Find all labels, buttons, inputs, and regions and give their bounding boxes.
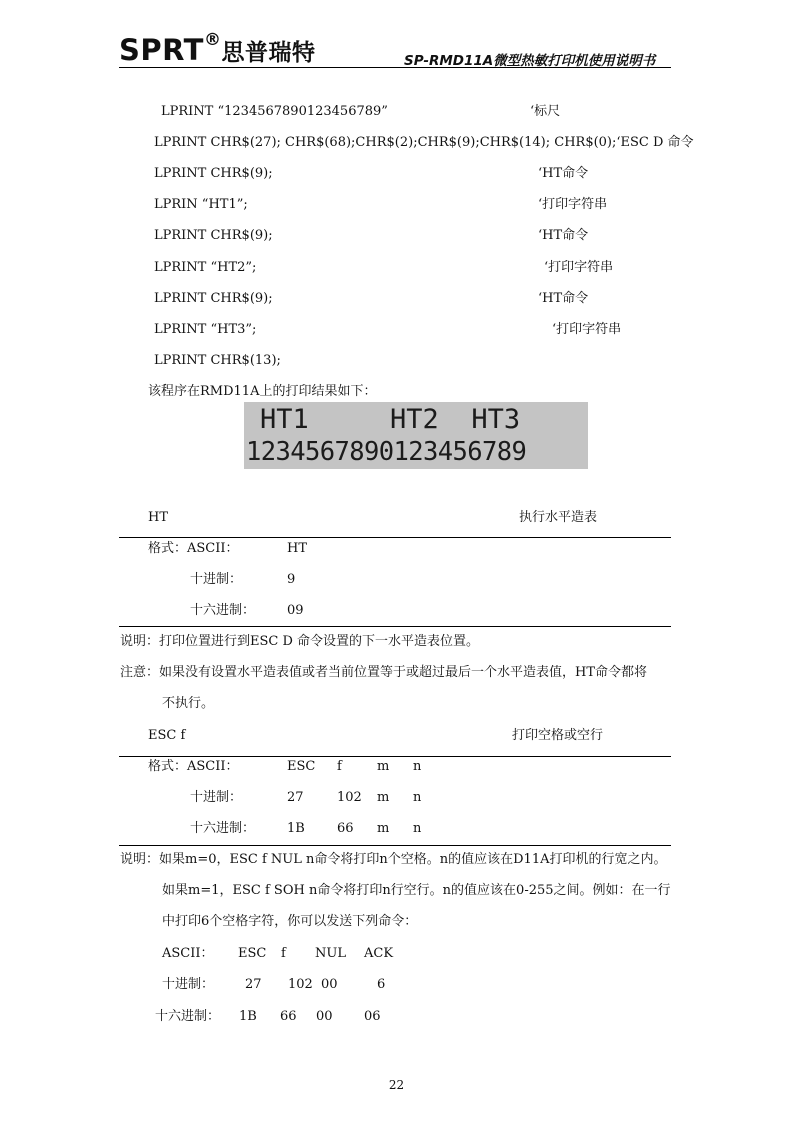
code-line-5: LPRINT CHR$(9);: [154, 228, 273, 243]
ht-hex-label: 十六进制：: [190, 603, 256, 618]
header-divider: [119, 67, 671, 68]
esc-f-hex-4: n: [413, 821, 422, 836]
code-comment-3: ‘HT命令: [538, 166, 589, 181]
code-line-9: LPRINT CHR$(13);: [154, 353, 281, 368]
code-line-8: LPRINT “HT3”;: [154, 322, 257, 337]
result-caption: 该程序在RMD11A上的打印结果如下：: [148, 384, 377, 399]
esc-f-ascii-1: ESC: [287, 759, 316, 774]
example-decimal-3: 00: [321, 977, 338, 992]
example-hex-1: 1B: [239, 1009, 257, 1024]
esc-f-format-label: 格式：ASCII：: [148, 759, 239, 774]
code-comment-8: ‘打印字符串: [552, 322, 622, 337]
example-ascii-2: f: [281, 946, 286, 961]
code-line-3: LPRINT CHR$(9);: [154, 166, 273, 181]
esc-f-desc-line-3: 中打印6个空格字符，你可以发送下列命令：: [162, 914, 418, 929]
code-comment-6: ‘打印字符串: [544, 260, 614, 275]
esc-f-command-name: ESC f: [148, 728, 186, 743]
esc-f-top-rule: [119, 756, 671, 757]
example-hex-3: 00: [316, 1009, 333, 1024]
ht-format-label: 格式：ASCII：: [148, 541, 239, 556]
esc-f-hex-label: 十六进制：: [190, 821, 256, 836]
esc-f-hex-1: 1B: [287, 821, 305, 836]
ht-decimal-label: 十进制：: [190, 572, 243, 587]
example-decimal-label: 十进制：: [162, 977, 215, 992]
code-line-7: LPRINT CHR$(9);: [154, 291, 273, 306]
esc-f-ascii-3: m: [377, 759, 390, 774]
ht-ascii-value: HT: [287, 541, 308, 556]
registered-mark: ®: [203, 30, 222, 51]
esc-f-hex-3: m: [377, 821, 390, 836]
code-comment-5: ‘HT命令: [538, 228, 589, 243]
ht-command-title: 执行水平造表: [519, 510, 598, 525]
esc-f-decimal-3: m: [377, 790, 390, 805]
code-line-4: LPRIN “HT1”;: [154, 197, 248, 212]
ht-hex-value: 09: [287, 603, 304, 618]
example-ascii-3: NUL: [315, 946, 346, 961]
example-decimal-4: 6: [377, 977, 386, 992]
example-decimal-1: 27: [245, 977, 262, 992]
example-ascii-label: ASCII：: [162, 946, 214, 961]
example-hex-4: 06: [364, 1009, 381, 1024]
ht-note-line-2: 不执行。: [162, 696, 215, 711]
ht-description: 说明：打印位置进行到ESC D 命令设置的下一水平造表位置。: [120, 634, 480, 649]
esc-f-desc-line-1: 说明：如果m=0，ESC f NUL n命令将打印n个空格。n的值应该在D11A打印机的行宽之内。: [120, 852, 667, 867]
code-comment-4: ‘打印字符串: [538, 197, 608, 212]
document-title: SP-RMD11A微型热敏打印机使用说明书: [404, 53, 656, 69]
example-hex-2: 66: [280, 1009, 297, 1024]
esc-f-hex-2: 66: [337, 821, 354, 836]
esc-f-decimal-2: 102: [337, 790, 362, 805]
page-number: 22: [388, 1078, 405, 1092]
example-hex-label: 十六进制：: [155, 1009, 221, 1024]
example-decimal-2: 102: [288, 977, 313, 992]
printout-row-2: 1234567890123456789: [246, 437, 527, 467]
code-line-2: LPRINT CHR$(27); CHR$(68);CHR$(2);CHR$(9);CHR$(14); CHR$(0);‘ESC D 命令: [154, 135, 694, 150]
code-line-1: LPRINT “1234567890123456789”: [161, 104, 388, 119]
example-ascii-1: ESC: [238, 946, 267, 961]
ht-command-name: HT: [148, 510, 169, 525]
ht-bottom-rule: [119, 626, 671, 627]
esc-f-command-title: 打印空格或空行: [512, 728, 604, 743]
brand-chinese-name: 思普瑞特: [221, 40, 316, 66]
esc-f-desc-line-2: 如果m=1，ESC f SOH n命令将打印n行空行。n的值应该在0-255之间。例如：在一行: [162, 883, 671, 898]
brand-logo: [119, 30, 316, 67]
code-comment-7: ‘HT命令: [538, 291, 589, 306]
brand-name: SPRT: [119, 33, 204, 67]
code-line-6: LPRINT “HT2”;: [154, 260, 257, 275]
esc-f-ascii-4: n: [413, 759, 422, 774]
ht-top-rule: [119, 537, 671, 538]
esc-f-ascii-2: f: [337, 759, 342, 774]
ht-decimal-value: 9: [287, 572, 296, 587]
esc-f-decimal-1: 27: [287, 790, 304, 805]
example-ascii-4: ACK: [364, 946, 394, 961]
printout-sample-image: [244, 402, 588, 469]
code-comment-1: ‘标尺: [530, 104, 561, 119]
ht-note-line-1: 注意：如果没有设置水平造表值或者当前位置等于或超过最后一个水平造表值，HT命令都将: [120, 665, 648, 680]
printout-row-1: HT1 HT2 HT3: [260, 404, 521, 435]
esc-f-bottom-rule: [119, 845, 671, 846]
esc-f-decimal-4: n: [413, 790, 422, 805]
esc-f-decimal-label: 十进制：: [190, 790, 243, 805]
